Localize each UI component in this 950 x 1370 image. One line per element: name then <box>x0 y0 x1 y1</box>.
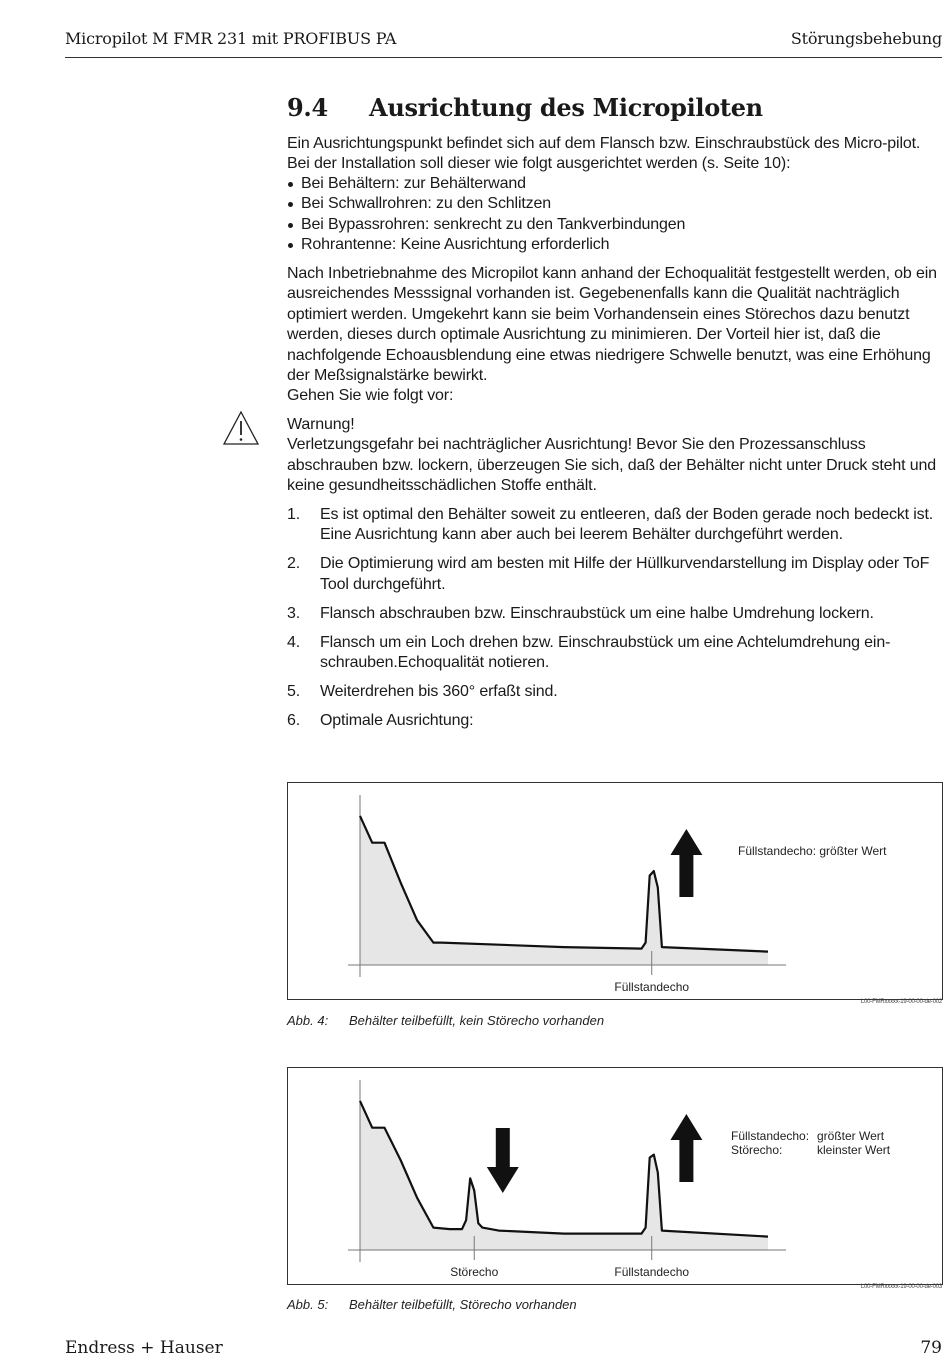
step-item <box>287 554 947 595</box>
arrow-up-icon <box>670 829 702 897</box>
header-rule <box>65 57 942 58</box>
echo-marker-label: Störecho <box>450 1265 499 1279</box>
bullet-item: Bei Behältern: zur Behälterwand <box>287 174 947 194</box>
figure-caption <box>287 1013 604 1028</box>
alignment-bullet-list <box>287 174 947 256</box>
step-text: Die Optimierung wird am besten mit Hilfe der Hüllkurvendarstellung im Display oder ToF Tool durchgeführt. <box>320 555 930 593</box>
figure-label: Abb. 4: <box>287 1013 329 1028</box>
step-item <box>287 633 947 674</box>
page-number: 79 <box>920 1338 942 1358</box>
section-number: 9.4 <box>287 93 328 122</box>
bullet-item: Bei Schwallrohren: zu den Schlitzen <box>287 194 947 214</box>
annotation-value: größter Wert <box>817 1129 885 1143</box>
step-item <box>287 711 947 731</box>
envelope-curve-chart <box>288 1068 942 1284</box>
footer-company: Endress + Hauser <box>65 1338 223 1358</box>
procedure-steps <box>287 505 947 740</box>
step-number: 2. <box>287 555 301 573</box>
figure-code: L00-FMRxxxxx-19-00-00-de-003 <box>860 1284 942 1290</box>
annotation-value: kleinster Wert <box>817 1143 891 1157</box>
envelope-curve-chart <box>288 783 942 999</box>
section-title: Ausrichtung des Micropiloten <box>369 93 763 122</box>
running-header-title: Micropilot M FMR 231 mit PROFIBUS PA <box>65 29 397 48</box>
procedure-intro: Gehen Sie wie folgt vor: <box>287 387 454 405</box>
step-number: 1. <box>287 506 301 523</box>
step-number: 4. <box>287 633 301 651</box>
warning-text: Verletzungsgefahr bei nachträglicher Ausrichtung! Bevor Sie den Prozessanschluss abschrauben bzw. lockern, überzeugen Sie sich, daß der Behälter nicht unter Druck steht und keine gesundheitsschädlichen Stoffe enthält. <box>287 436 936 495</box>
echo-marker-label: Füllstandecho <box>614 1265 690 1279</box>
step-item <box>287 505 947 546</box>
step-text: Es ist optimal den Behälter soweit zu entleeren, daß der Boden gerade noch bedeckt ist. Eine Ausrichtung kann aber auch bei leerem Behälter durchgeführt werden. <box>320 506 934 544</box>
intro-paragraph: Ein Ausrichtungspunkt befindet sich auf dem Flansch bzw. Einschraubstück des Micro-pilot. Bei der Installation soll dieser wie folgt ausgerichtet werden (s. Seite 10): <box>287 135 921 173</box>
figure-label: Abb. 5: <box>287 1297 329 1312</box>
envelope-area <box>360 816 768 965</box>
figure-caption <box>287 1297 577 1312</box>
envelope-area <box>360 1101 768 1250</box>
step-item <box>287 682 947 702</box>
commissioning-text: Nach Inbetriebnahme des Micropilot kann anhand der Echoqualität festgestellt werden, ob ein ausreichendes Messsignal vorhanden ist. Gegebenenfalls kann die Qualität nachträglich optimiert werden. Umgekehrt kann sie beim Vorhandensein eines Störechos dazu benutzt werden, dieses durch optimale Ausrichtung zu minimieren. Der Vorteil hier ist, daß die nachfolgende Echoausblendung eine etwas niedrigere Schwelle benutzt, was eine Erhöhung der Meßsignalstärke bewirkt. <box>287 265 937 385</box>
figure-envelope-curve-no-interference <box>287 782 943 1000</box>
running-header-chapter: Störungsbehebung <box>790 29 942 48</box>
figure-envelope-curve-with-interference <box>287 1067 943 1285</box>
commissioning-paragraph <box>287 264 947 407</box>
bullet-item: Bei Bypassrohren: senkrecht zu den Tankverbindungen <box>287 215 947 235</box>
figure-caption-text: Behälter teilbefüllt, Störecho vorhanden <box>349 1297 577 1312</box>
annotation-text: Füllstandecho: größter Wert <box>738 844 887 858</box>
echo-marker-label: Füllstandecho <box>614 980 690 994</box>
annotation-label: Störecho: <box>731 1143 783 1157</box>
arrow-up-icon <box>670 1114 702 1182</box>
warning-block <box>287 415 947 497</box>
step-number: 3. <box>287 604 301 622</box>
step-text: Weiterdrehen bis 360° erfaßt sind. <box>320 683 558 701</box>
step-text: Optimale Ausrichtung: <box>320 712 474 730</box>
figure-code: L00-FMRxxxxx-19-00-00-de-002 <box>860 999 942 1005</box>
arrow-down-icon <box>487 1128 519 1193</box>
section-heading <box>287 93 763 122</box>
figure-caption-text: Behälter teilbefüllt, kein Störecho vorhanden <box>349 1013 605 1028</box>
step-text: Flansch abschrauben bzw. Einschraubstück um eine halbe Umdrehung lockern. <box>320 604 874 622</box>
step-number: 6. <box>287 712 301 730</box>
warning-triangle-icon <box>222 410 260 446</box>
bullet-item: Rohrantenne: Keine Ausrichtung erforderlich <box>287 235 947 255</box>
step-number: 5. <box>287 683 301 701</box>
warning-title: Warnung! <box>287 416 355 433</box>
annotation-label: Füllstandecho: <box>731 1129 810 1143</box>
step-item <box>287 604 947 624</box>
step-text: Flansch um ein Loch drehen bzw. Einschraubstück um eine Achtelumdrehung ein-schrauben.Echoqualität notieren. <box>320 633 891 672</box>
